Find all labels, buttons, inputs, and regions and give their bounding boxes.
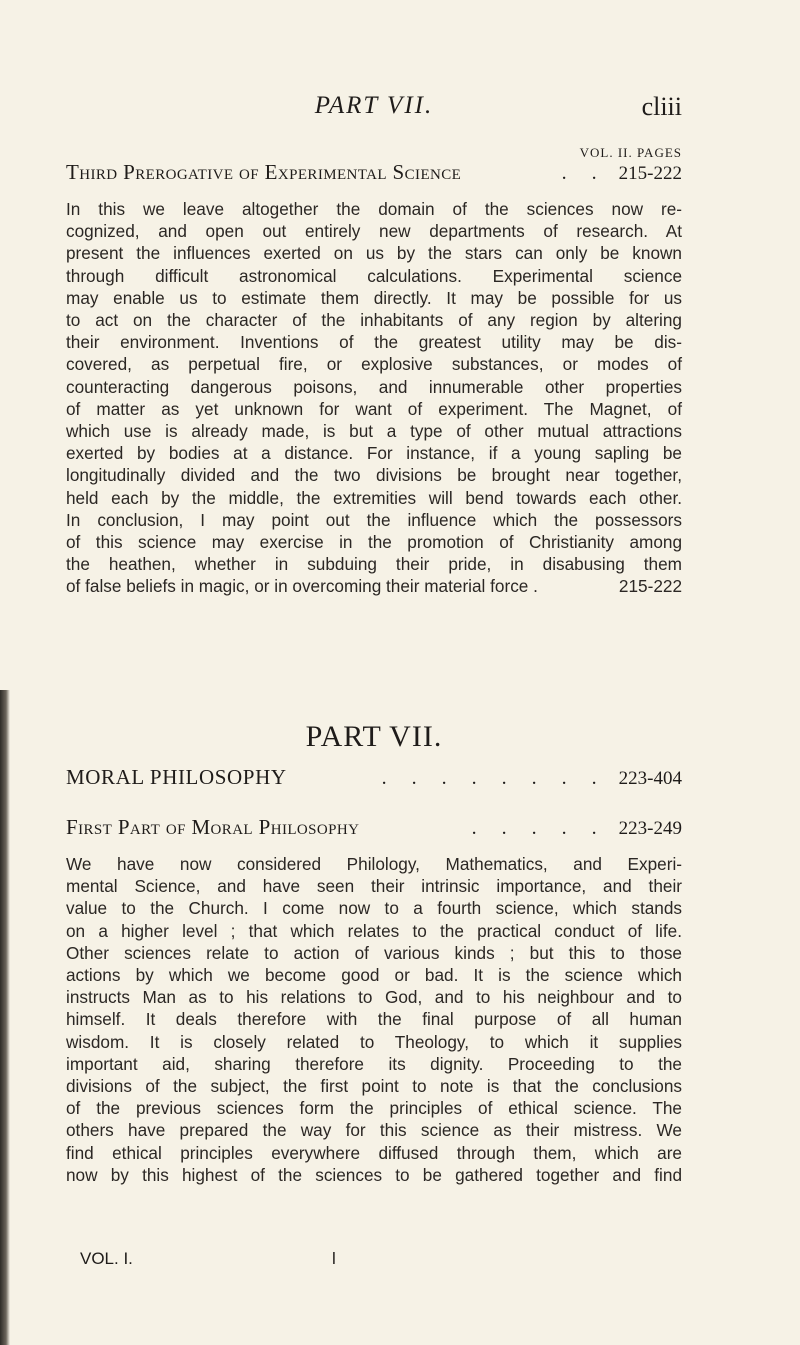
text-line: on a higher level ; that which relates to the practical conduct of life. [66, 920, 682, 941]
text-line: We have now considered Philology, Mathematics, and Experi- [66, 854, 682, 874]
paragraph-2 [66, 853, 682, 1186]
toc-entry-pages: 215-222 [618, 576, 682, 597]
text-line: actions by which we become good or bad. It is the science which [66, 965, 682, 986]
text-line: find ethical principles everywhere diffused through them, which are [66, 1142, 682, 1163]
page-number: cliii [641, 92, 682, 121]
text-line: now by this highest of the sciences to be gathered together and find [66, 1164, 682, 1185]
text-line: divisions of the subject, the first point to note is that the conclusions [66, 1076, 682, 1097]
text-line: instructs Man as to his relations to God, and to his neighbour and to [66, 987, 682, 1008]
toc-entry-pages: 223-404 [618, 768, 682, 789]
text-line: important aid, sharing therefore its dignity. Proceeding to the [66, 1053, 682, 1074]
text-line: of false beliefs in magic, or in overcoming their material force . [66, 576, 538, 597]
text-line: exerted by bodies at a distance. For instance, if a young sapling be [66, 443, 682, 464]
toc-entry [66, 815, 682, 841]
volume-signature: VOL. I. [80, 1249, 133, 1268]
text-line: Other sciences relate to action of various kinds ; but this to those [66, 942, 682, 963]
text-line: In conclusion, I may point out the influence which the possessors [66, 509, 682, 530]
page-footer [80, 1249, 380, 1275]
text-line: value to the Church. I come now to a fourth science, which stands [66, 898, 682, 919]
running-title: PART VII. [314, 92, 434, 119]
text-line: which use is already made, is but a type of other mutual attractions [66, 421, 682, 442]
text-line: to act on the character of the inhabitants of any region by altering [66, 310, 682, 331]
text-line: In this we leave altogether the domain of the sciences now re- [66, 199, 682, 219]
sheet-number: l [332, 1249, 336, 1268]
toc-leader: . . . . . . . . [381, 767, 607, 789]
running-head [66, 92, 682, 126]
text-line: himself. It deals therefore with the final purpose of all human [66, 1009, 682, 1030]
toc-entry [66, 160, 682, 186]
text-line: others have prepared the way for this science as their mistress. We [66, 1120, 682, 1141]
toc-entry-pages: 215-222 [618, 163, 682, 184]
text-line: counteracting dangerous poisons, and innumerable other properties [66, 376, 682, 397]
text-line: of the previous sciences form the principles of ethical science. The [66, 1098, 682, 1119]
text-line: longitudinally divided and the two divisions be brought near together, [66, 465, 682, 486]
text-line: may enable us to estimate them directly. It may be possible for us [66, 287, 682, 308]
text-line: of matter as yet unknown for want of experiment. The Magnet, of [66, 398, 682, 419]
text-line: cognized, and open out entirely new departments of research. At [66, 221, 682, 242]
text-line: the heathen, whether in subduing their pride, in disabusing them [66, 554, 682, 575]
toc-entry-title: First Part of Moral Philosophy [66, 815, 360, 839]
toc-entry-title: Third Prerogative of Experimental Science [66, 160, 462, 184]
text-line: through difficult astronomical calculations. Experimental science [66, 265, 682, 286]
column-label: VOL. II. PAGES [579, 145, 682, 160]
toc-entry [66, 765, 682, 791]
text-line: held each by the middle, the extremities will bend towards each other. [66, 487, 682, 508]
part-heading: PART VII. [305, 720, 443, 753]
text-line-last [66, 575, 682, 597]
toc-leader: . . [561, 162, 607, 184]
text-line: covered, as perpetual fire, or explosive substances, or modes of [66, 354, 682, 375]
toc-entry-title: MORAL PHILOSOPHY [66, 765, 287, 789]
toc-leader: . . . . . [471, 817, 607, 839]
toc-entry-pages: 223-249 [618, 818, 682, 839]
text-line: wisdom. It is closely related to Theology, to which it supplies [66, 1031, 682, 1052]
paragraph-1 [66, 198, 682, 598]
text-line: mental Science, and have seen their intrinsic importance, and their [66, 876, 682, 897]
text-line: their environment. Inventions of the greatest utility may be dis- [66, 332, 682, 353]
text-line: of this science may exercise in the promotion of Christianity among [66, 532, 682, 553]
text-line: present the influences exerted on us by the stars can only be known [66, 243, 682, 264]
